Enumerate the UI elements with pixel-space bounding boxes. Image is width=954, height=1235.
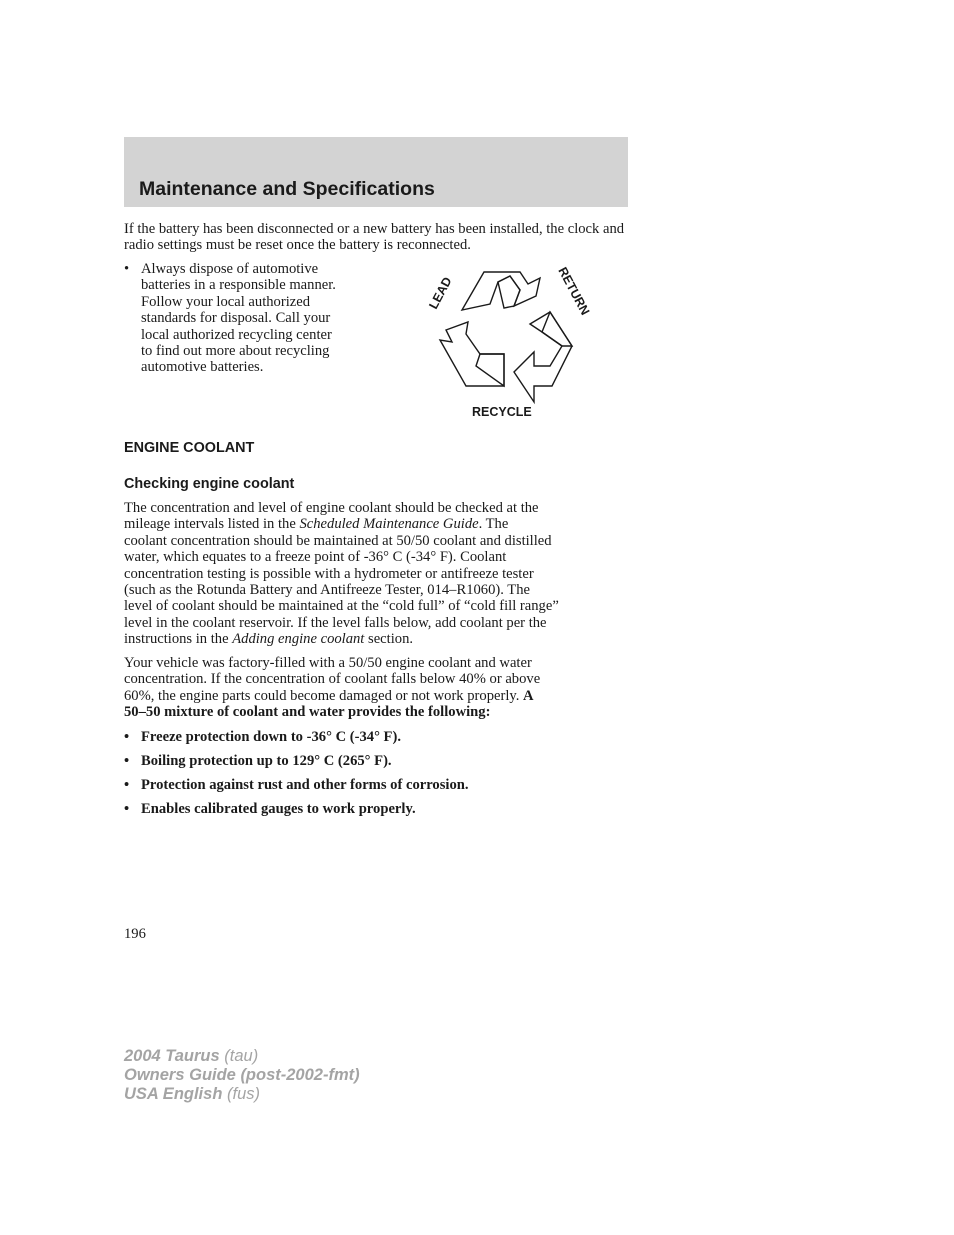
footer-line-language: USA English (fus) [124, 1085, 260, 1103]
recycle-arrow-top [462, 272, 540, 310]
line-text: 60%, the engine parts could become damaged or not work properly. [124, 687, 524, 704]
document-footer [124, 1047, 360, 1104]
coolant-benefit-item [124, 729, 644, 745]
coolant-mixture-paragraph [124, 655, 644, 721]
bullet-symbol: • [124, 753, 130, 769]
benefit-text: Freeze protection down to -36° C (-34° F). [141, 729, 401, 745]
line-text: mileage intervals listed in the [124, 516, 300, 533]
paragraph-line [124, 533, 644, 549]
battery-reset-paragraph: If the battery has been disconnected or a new battery has been installed, the clock and radio settings must be reset once the battery is reconnected. [124, 221, 625, 254]
line-text: coolant concentration should be maintained at 50/50 coolant and distilled [124, 532, 552, 549]
coolant-benefit-item [124, 753, 644, 769]
bullet-symbol: • [124, 801, 130, 817]
benefit-text: Protection against rust and other forms of corrosion. [141, 777, 469, 793]
paragraph-line [124, 500, 644, 516]
coolant-check-paragraph [124, 500, 644, 648]
paragraph-line [124, 549, 644, 565]
line-text: . The [478, 516, 509, 533]
engine-coolant-heading: ENGINE COOLANT [124, 440, 255, 456]
bullet-symbol: • [124, 777, 130, 793]
paragraph-line [124, 671, 644, 687]
coolant-benefit-item [124, 777, 644, 793]
paragraph-line [124, 631, 644, 647]
battery-disposal-line: local authorized recycling center [141, 326, 332, 343]
line-text: concentration testing is possible with a hydrometer or antifreeze tester [124, 565, 534, 582]
battery-disposal-line: Always dispose of automotive [141, 261, 319, 277]
battery-disposal-text [141, 261, 394, 376]
paragraph-line [124, 582, 644, 598]
bold-text: 50–50 mixture of coolant and water provides the following: [124, 704, 491, 721]
paragraph-line [124, 655, 644, 671]
battery-disposal-line: standards for disposal. Call your [141, 310, 331, 327]
recycle-label-recycle: RECYCLE [472, 405, 532, 419]
footer-line-model: 2004 Taurus (tau) [124, 1047, 259, 1065]
paragraph-line [124, 598, 644, 614]
benefit-text: Enables calibrated gauges to work properly. [141, 801, 416, 817]
line-text: level in the coolant reservoir. If the level falls below, add coolant per the [124, 614, 547, 631]
coolant-benefit-item [124, 801, 644, 817]
battery-disposal-line: to find out more about recycling [141, 343, 330, 360]
italic-reference: Adding engine coolant [232, 631, 365, 648]
section-header-band [124, 137, 628, 207]
benefit-text: Boiling protection up to 129° C (265° F). [141, 753, 392, 769]
line-text: instructions in the [124, 631, 233, 648]
battery-disposal-line: batteries in a responsible manner. [141, 277, 336, 294]
line-text: level of coolant should be maintained at the “cold full” of “cold fill range” [124, 598, 559, 615]
paragraph-line [124, 566, 644, 582]
battery-disposal-bullet [124, 261, 394, 376]
line-text: Your vehicle was factory-filled with a 50/50 engine coolant and water [124, 655, 532, 671]
line-text: section. [364, 631, 414, 648]
paragraph-line [124, 688, 644, 704]
paragraph-line [124, 615, 644, 631]
recycle-label-return: RETURN [555, 264, 593, 318]
bullet-symbol: • [124, 261, 130, 277]
page-title: Maintenance and Specifications [139, 178, 435, 200]
line-text: concentration. If the concentration of coolant falls below 40% or above [124, 671, 541, 688]
recycle-label-lead: LEAD [426, 274, 455, 312]
battery-disposal-line: automotive batteries. [141, 359, 264, 376]
paragraph-line [124, 516, 644, 532]
line-text: (such as the Rotunda Battery and Antifreeze Tester, 014–R1060). The [124, 582, 530, 599]
line-text: The concentration and level of engine coolant should be checked at the [124, 500, 539, 516]
checking-coolant-subheading: Checking engine coolant [124, 476, 295, 492]
bold-text: A [523, 687, 534, 704]
italic-reference: Scheduled Maintenance Guide [299, 516, 479, 533]
line-text: water, which equates to a freeze point of -36° C (-34° F). Coolant [124, 549, 507, 566]
paragraph-line [124, 704, 644, 720]
page-number: 196 [124, 926, 146, 942]
footer-line-guide: Owners Guide (post-2002-fmt) [124, 1066, 360, 1084]
recycle-logo-icon [410, 262, 610, 424]
bullet-symbol: • [124, 729, 130, 745]
battery-disposal-line: Follow your local authorized [141, 293, 311, 310]
recycle-arrow-right [514, 312, 572, 402]
